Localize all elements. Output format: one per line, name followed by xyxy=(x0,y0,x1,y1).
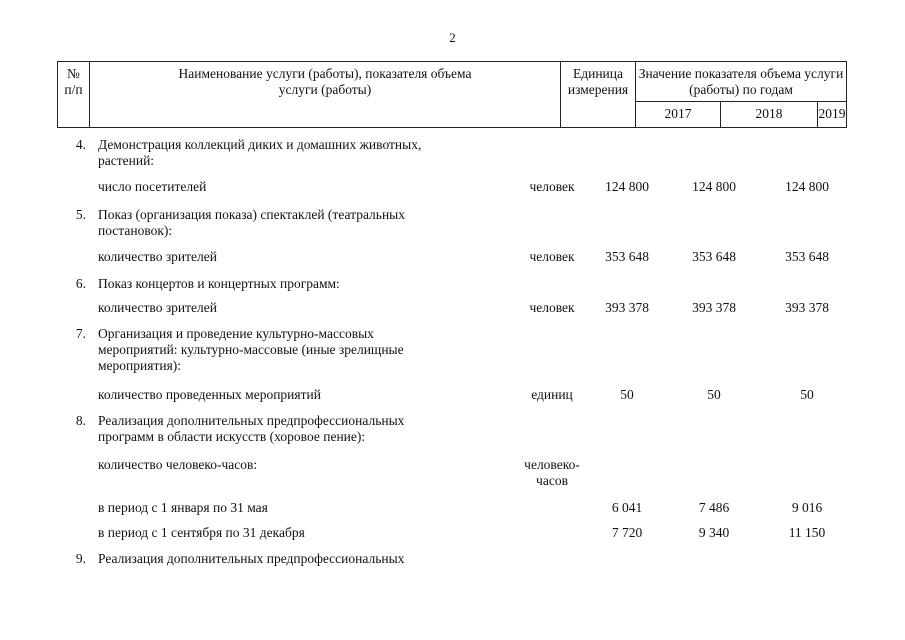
header-year: 2019 xyxy=(818,106,846,121)
header-year: 2017 xyxy=(636,102,721,127)
row-number: 4. xyxy=(75,137,86,152)
row-text xyxy=(98,300,478,316)
row-text-line: в период с 1 сентября по 31 декабря xyxy=(98,525,305,540)
row-text-line: постановок): xyxy=(98,223,173,238)
header-text: п/п xyxy=(64,82,83,97)
row-value-2017: 7 720 xyxy=(611,525,643,540)
row-unit-line: часов xyxy=(536,473,568,488)
row-value-2017: 393 378 xyxy=(605,300,649,315)
row-number: 8. xyxy=(75,413,86,428)
row-unit-line: человек xyxy=(529,249,575,264)
header-text: Наименование услуги (работы), показателя объема xyxy=(178,66,472,81)
row-value-2017: 6 041 xyxy=(611,500,643,515)
header-text: Единица xyxy=(572,66,623,81)
row-text xyxy=(98,179,478,195)
row-text-line: количество человеко-часов: xyxy=(98,457,258,472)
row-value-2019: 353 648 xyxy=(785,249,829,264)
row-text-line: Реализация дополнительных предпрофессиональных xyxy=(98,551,405,566)
header-text: Значение показателя объема услуги xyxy=(638,66,844,81)
row-number: 6. xyxy=(75,276,86,291)
row-text-line: количество зрителей xyxy=(98,300,217,315)
table-header xyxy=(57,61,847,128)
row-text xyxy=(98,207,478,239)
row-value-2019: 9 016 xyxy=(791,500,823,515)
row-number: 7. xyxy=(75,326,86,341)
row-value-2018: 7 486 xyxy=(698,500,730,515)
row-text-line: число посетителей xyxy=(98,179,207,194)
header-number-column xyxy=(58,62,90,127)
row-number: 9. xyxy=(75,551,86,566)
row-value-2017: 353 648 xyxy=(605,249,649,264)
header-unit-column xyxy=(561,62,636,127)
row-value-2018: 353 648 xyxy=(692,249,736,264)
row-text-line: мероприятия): xyxy=(98,358,182,373)
header-name-column xyxy=(90,62,561,127)
row-text xyxy=(98,387,478,403)
row-text xyxy=(98,249,478,265)
row-value-2018: 124 800 xyxy=(692,179,736,194)
row-value-2019: 124 800 xyxy=(785,179,829,194)
row-text-line: растений: xyxy=(98,153,155,168)
header-text: измерения xyxy=(567,82,629,97)
row-unit-line: человек xyxy=(529,300,575,315)
row-value-2018: 393 378 xyxy=(692,300,736,315)
row-text-line: Показ концертов и концертных программ: xyxy=(98,276,340,291)
row-value-2017: 124 800 xyxy=(605,179,649,194)
row-text-line: Показ (организация показа) спектаклей (театральных xyxy=(98,207,405,222)
header-values-column xyxy=(636,62,846,102)
header-text: № xyxy=(67,66,80,81)
header-year: 2018 xyxy=(721,102,818,127)
row-text-line: Организация и проведение культурно-массовых xyxy=(98,326,374,341)
row-value-2019: 50 xyxy=(800,387,814,402)
row-unit-line: человеко- xyxy=(524,457,580,472)
row-text-line: программ в области искусств (хоровое пение): xyxy=(98,429,366,444)
row-unit-line: единиц xyxy=(531,387,573,402)
header-text: (работы) по годам xyxy=(689,82,793,97)
row-text xyxy=(98,326,478,374)
row-text xyxy=(98,276,478,292)
row-text-line: Демонстрация коллекций диких и домашних животных, xyxy=(98,137,422,152)
header-text: услуги (работы) xyxy=(278,82,372,97)
row-value-2018: 50 xyxy=(707,387,721,402)
row-text xyxy=(98,413,478,445)
row-number: 5. xyxy=(75,207,86,222)
row-text-line: количество проведенных мероприятий xyxy=(98,387,321,402)
row-text-line: мероприятий: культурно-массовые (иные зрелищные xyxy=(98,342,404,357)
row-text-line: количество зрителей xyxy=(98,249,217,264)
row-text xyxy=(98,551,478,567)
row-text-line: в период с 1 января по 31 мая xyxy=(98,500,268,515)
row-value-2018: 9 340 xyxy=(698,525,730,540)
row-text xyxy=(98,500,478,516)
row-unit-line: человек xyxy=(529,179,575,194)
row-text xyxy=(98,457,478,473)
row-unit xyxy=(497,457,607,489)
page-number: 2 xyxy=(449,30,456,45)
row-text-line: Реализация дополнительных предпрофессиональных xyxy=(98,413,405,428)
row-value-2017: 50 xyxy=(620,387,634,402)
row-text xyxy=(98,137,478,169)
row-value-2019: 393 378 xyxy=(785,300,829,315)
row-value-2019: 11 150 xyxy=(788,525,826,540)
row-text xyxy=(98,525,478,541)
